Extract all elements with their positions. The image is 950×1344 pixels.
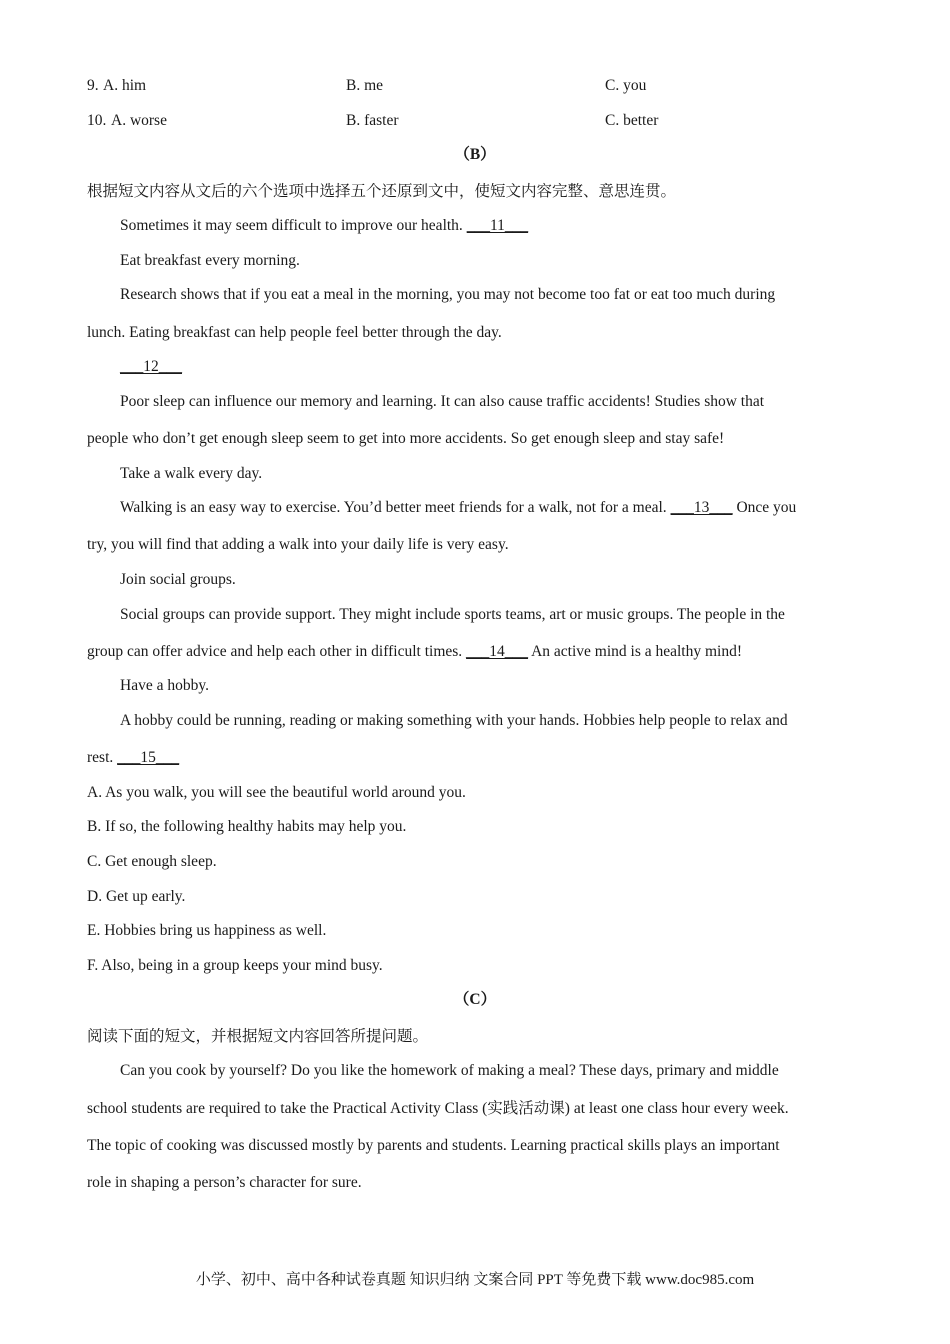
subheading-social: Join social groups. <box>120 571 236 588</box>
option-a: A. As you walk, you will see the beautiful world around you. <box>87 784 466 801</box>
section-b-heading: （B） <box>454 146 496 163</box>
q9-option-a: A. him <box>103 77 147 94</box>
blank-15: ___15___ <box>117 749 180 766</box>
q10-number: 10. <box>87 112 107 129</box>
paragraph-text: rest. <box>87 749 114 766</box>
q10-option-a: A. worse <box>111 112 167 129</box>
q9-option-c: C. you <box>605 77 647 94</box>
blank-12-text: ___12___ <box>120 358 182 375</box>
option-b: B. If so, the following healthy habits may help you. <box>87 818 407 835</box>
option-c: C. Get enough sleep. <box>87 853 217 870</box>
blank-14: ___14___ <box>466 643 529 660</box>
subheading-hobby: Have a hobby. <box>120 677 209 694</box>
paragraph-walk-line-2: try, you will find that adding a walk into your daily life is very easy. <box>87 536 509 553</box>
section-c-paragraph-line-4: role in shaping a person’s character for sure. <box>87 1174 362 1191</box>
q9-number: 9. <box>87 77 99 94</box>
section-c-paragraph-line-3: The topic of cooking was discussed mostly by parents and students. Learning practical skills plays an important <box>87 1137 780 1154</box>
paragraph-breakfast-line-2: lunch. Eating breakfast can help people feel better through the day. <box>87 324 502 341</box>
page-footer: 小学、初中、高中各种试卷真题 知识归纳 文案合同 PPT 等免费下载 www.doc985.com <box>195 1272 755 1288</box>
section-b-instruction: 根据短文内容从文后的六个选项中选择五个还原到文中，使短文内容完整、意思连贯。 <box>87 183 677 200</box>
paragraph-text: Sometimes it may seem difficult to improve our health. <box>120 217 463 234</box>
paragraph-text: group can offer advice and help each other in difficult times. <box>87 643 463 660</box>
paragraph-breakfast-line-1: Research shows that if you eat a meal in the morning, you may not become too fat or eat too much during <box>120 286 776 303</box>
paragraph-text: Once you <box>736 499 797 516</box>
blank-11: ___11___ <box>466 217 529 234</box>
option-d: D. Get up early. <box>87 888 186 905</box>
section-c-instruction: 阅读下面的短文，并根据短文内容回答所提问题。 <box>87 1028 429 1045</box>
q10-option-b: B. faster <box>346 112 399 129</box>
blank-12 <box>120 357 182 377</box>
paragraph-hobby-line-1: A hobby could be running, reading or making something with your hands. Hobbies help people to relax and <box>120 712 788 729</box>
section-c-paragraph-line-2: school students are required to take the Practical Activity Class (实践活动课) at least one class hour every week. <box>87 1100 789 1117</box>
paragraph-social-line-1: Social groups can provide support. They might include sports teams, art or music groups. The people in the <box>120 606 785 623</box>
q9-option-b: B. me <box>346 77 384 94</box>
paragraph-sleep-line-2: people who don’t get enough sleep seem to get into more accidents. So get enough sleep and stay safe! <box>87 430 725 447</box>
blank-13: ___13___ <box>670 499 733 516</box>
subheading-breakfast: Eat breakfast every morning. <box>120 252 300 269</box>
subheading-walk: Take a walk every day. <box>120 465 263 482</box>
paragraph-hobby-line-2 <box>87 748 179 768</box>
option-f: F. Also, being in a group keeps your mind busy. <box>87 957 383 974</box>
section-c-paragraph-line-1: Can you cook by yourself? Do you like the homework of making a meal? These days, primary and middle <box>120 1062 779 1079</box>
q10-option-c: C. better <box>605 112 659 129</box>
paragraph-sleep-line-1: Poor sleep can influence our memory and learning. It can also cause traffic accidents! Studies show that <box>120 393 765 410</box>
paragraph-social-line-2 <box>87 642 742 662</box>
paragraph-text: Walking is an easy way to exercise. You’d better meet friends for a walk, not for a meal. <box>120 499 667 516</box>
section-b-paragraph-1 <box>120 216 528 236</box>
section-c-heading: （C） <box>453 991 497 1008</box>
paragraph-walk-line-1 <box>120 498 796 518</box>
option-e: E. Hobbies bring us happiness as well. <box>87 922 327 939</box>
paragraph-text: An active mind is a healthy mind! <box>531 643 743 660</box>
